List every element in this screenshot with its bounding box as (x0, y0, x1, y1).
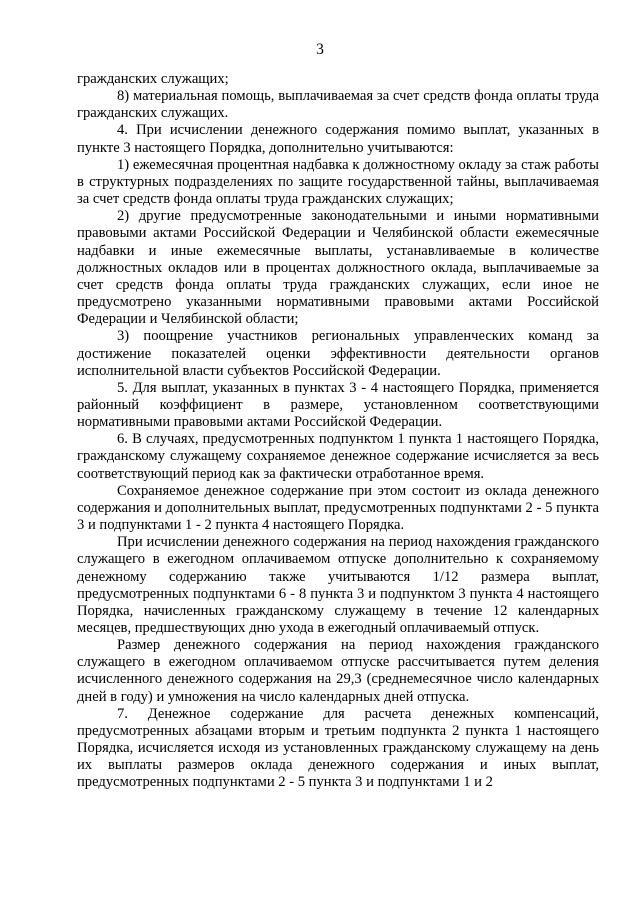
paragraph-vacation-calculation: При исчислении денежного содержания на период нахождения гражданского служащего в ежегодном оплачиваемом отпуске дополнительно к сохраняемому денежному содержанию также учитываются 1/12 размера выплат, предусмотренных подпунктами 6 - 8 пункта 3 и подпунктом 3 пункта 4 настоящего Порядка, начисленных гражданскому служащему в течение 12 календарных месяцев, предшествующих дню ухода в ежегодный оплачиваемый отпуск. (77, 534, 599, 636)
paragraph-retained-salary: Сохраняемое денежное содержание при этом состоит из оклада денежного содержания и дополнительных выплат, предусмотренных подпунктами 2 - 5 пункта 3 и подпунктами 1 - 2 пункта 4 настоящего Порядка. (77, 482, 599, 534)
paragraph-point-5: 5. Для выплат, указанных в пунктах 3 - 4 настоящего Порядка, применяется районный коэффициент в размере, установленном соответствующими нормативными правовыми актами Российской Федерации. (77, 379, 599, 431)
paragraph-point-4: 4. При исчислении денежного содержания помимо выплат, указанных в пункте 3 настоящего Порядка, дополнительно учитываются: (77, 122, 599, 156)
page-number: 3 (316, 41, 324, 58)
paragraph-item-8: 8) материальная помощь, выплачиваемая за счет средств фонда оплаты труда гражданских служащих. (77, 88, 599, 122)
paragraph-point-7: 7. Денежное содержание для расчета денежных компенсаций, предусмотренных абзацами вторым и третьим подпункта 2 пункта 1 настоящего Порядка, исчисляется исходя из установленных гражданскому служащему на день их выплаты размеров оклада денежного содержания и иных выплат, предусмотренных подпунктами 2 - 5 пункта 3 и подпунктами 1 и 2 (77, 705, 599, 791)
paragraph-point-6: 6. В случаях, предусмотренных подпунктом 1 пункта 1 настоящего Порядка, гражданскому служащему сохраняемое денежное содержание исчисляется за весь соответствующий период как за фактически отработанное время. (77, 431, 599, 482)
document-body (77, 71, 599, 792)
paragraph-continuation: гражданских служащих; (77, 71, 229, 87)
paragraph-point-4-item-2: 2) другие предусмотренные законодательными и иными нормативными правовыми актами Российской Федерации и Челябинской области ежемесячные надбавки и иные ежемесячные выплаты, устанавливаемые в количестве должностных окладов или в процентах должностного оклада, выплачиваемые за счет средств фонда оплаты труда гражданских служащих, если иное не предусмотрено указанными нормативными правовыми актами Российской Федерации и Челябинской области; (77, 208, 599, 328)
paragraph-point-4-item-3: 3) поощрение участников региональных управленческих команд за достижение показателей оценки эффективности деятельности органов исполнительной власти субъектов Российской Федерации. (77, 328, 599, 379)
paragraph-vacation-amount: Размер денежного содержания на период нахождения гражданского служащего в ежегодном оплачиваемом отпуске рассчитывается путем деления исчисленного денежного содержания на 29,3 (среднемесячное число календарных дней в году) и умножения на число календарных дней отпуска. (77, 637, 599, 705)
paragraph-point-4-item-1: 1) ежемесячная процентная надбавка к должностному окладу за стаж работы в структурных подразделениях по защите государственной тайны, выплачиваемая за счет средств фонда оплаты труда гражданских служащих; (77, 156, 599, 208)
